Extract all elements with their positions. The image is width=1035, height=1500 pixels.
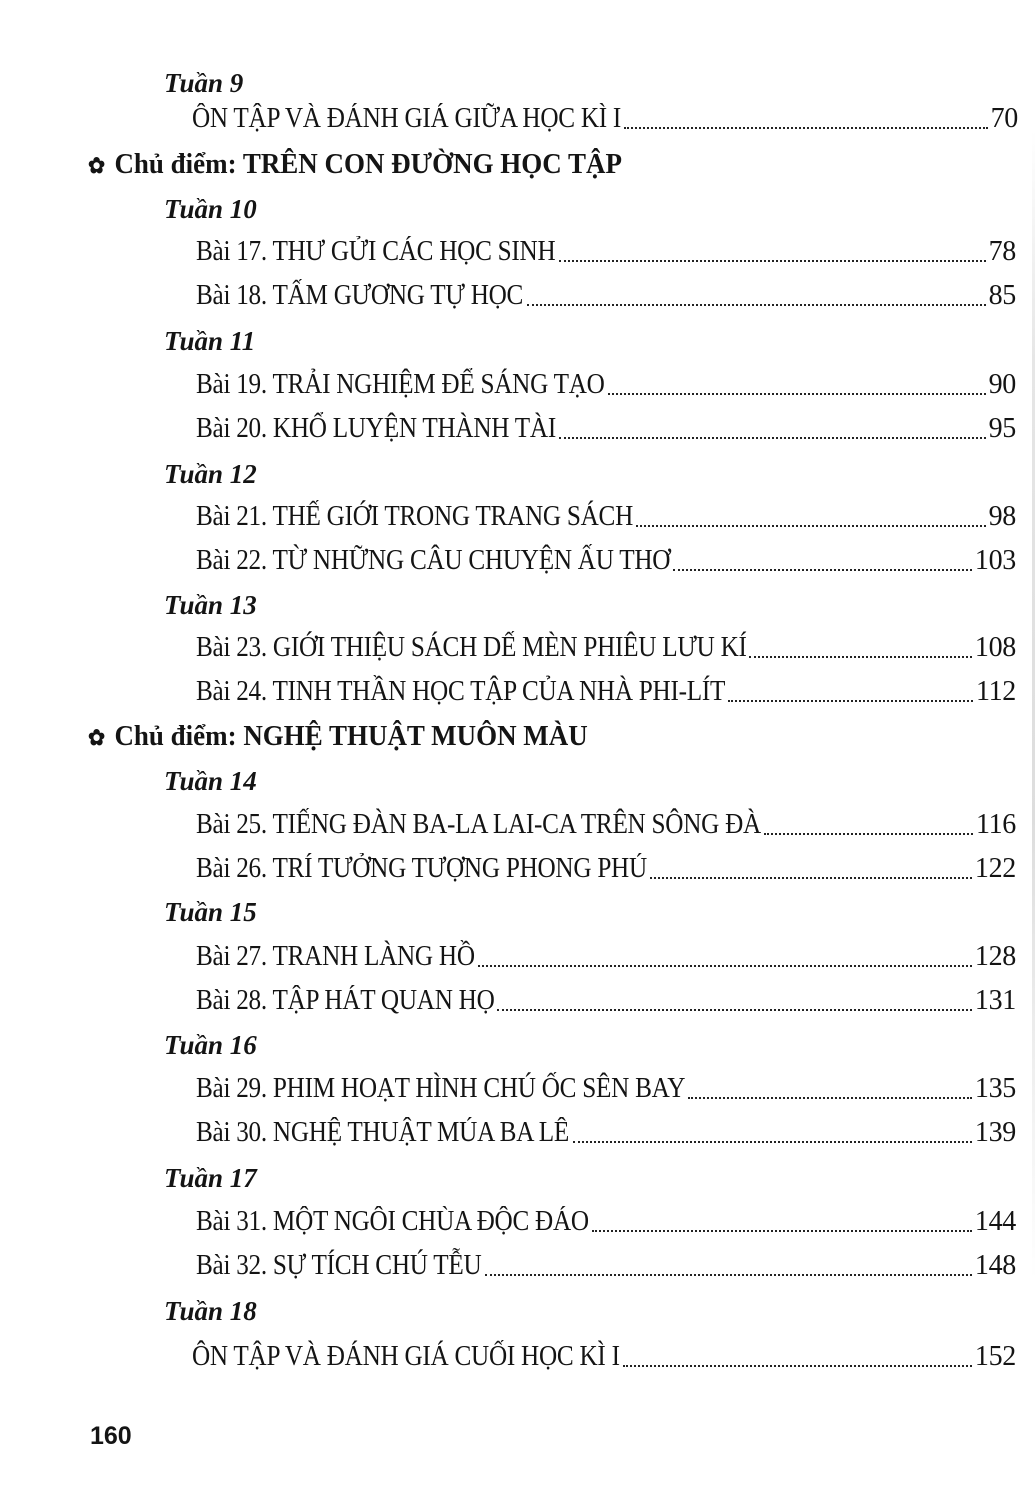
entry-page: 103 [974,545,1016,576]
dot-leader [573,1141,972,1143]
entry-page: 128 [974,941,1016,972]
entry-page: 148 [974,1250,1016,1281]
toc-entry[interactable] [196,676,1016,708]
dot-leader [497,1009,972,1011]
entry-page: 95 [988,413,1016,444]
entry-page: 131 [974,985,1016,1016]
toc-entry[interactable] [196,1073,1016,1105]
entry-title: Bài 24. TINH THẦN HỌC TẬP CỦA NHÀ PHI-LÍT [196,676,726,707]
dot-leader [688,1097,972,1099]
entry-page: 98 [988,501,1016,532]
week-heading: Tuần 15 [164,897,257,927]
entry-title: Bài 20. KHỔ LUYỆN THÀNH TÀI [196,413,556,444]
entry-title: Bài 29. PHIM HOẠT HÌNH CHÚ ỐC SÊN BAY [196,1073,686,1104]
flower-icon: ✿ [88,153,106,178]
entry-title: Bài 21. THẾ GIỚI TRONG TRANG SÁCH [196,501,634,532]
entry-title: Bài 23. GIỚI THIỆU SÁCH DẾ MÈN PHIÊU LƯU KÍ [196,632,747,663]
dot-leader [608,393,986,395]
week-heading: Tuần 17 [164,1163,257,1193]
flower-icon: ✿ [88,725,106,750]
toc-entry[interactable] [192,1341,1016,1373]
dot-leader [478,965,972,967]
topic-heading [88,148,622,181]
topic-heading [88,720,588,753]
entry-page: 135 [974,1073,1016,1104]
entry-title: Bài 17. THƯ GỬI CÁC HỌC SINH [196,236,556,267]
entry-title: Bài 26. TRÍ TƯỞNG TƯỢNG PHONG PHÚ [196,853,647,884]
toc-entry[interactable] [196,853,1016,885]
toc-entry[interactable] [196,985,1016,1017]
entry-title: Bài 27. TRANH LÀNG HỒ [196,941,475,972]
entry-title: Bài 30. NGHỆ THUẬT MÚA BA LÊ [196,1117,570,1148]
toc-entry[interactable] [196,413,1016,445]
week-heading: Tuần 16 [164,1030,257,1060]
entry-page: 78 [988,236,1016,267]
dot-leader [592,1230,972,1232]
week-heading: Tuần 14 [164,766,257,796]
toc-entry[interactable] [196,236,1016,268]
dot-leader [673,569,972,571]
entry-page: 90 [988,369,1016,400]
dot-leader [728,700,973,702]
entry-title: Bài 19. TRẢI NGHIỆM ĐỂ SÁNG TẠO [196,369,605,400]
entry-title: Bài 32. SỰ TÍCH CHÚ TỄU [196,1250,482,1281]
topic-label: Chủ điểm: TRÊN CON ĐƯỜNG HỌC TẬP [114,148,622,180]
dot-leader [764,833,973,835]
toc-entry[interactable] [196,280,1016,312]
page-number: 160 [90,1422,132,1450]
dot-leader [485,1274,972,1276]
entry-title: ÔN TẬP VÀ ĐÁNH GIÁ GIỮA HỌC KÌ I [192,103,622,134]
toc-entry[interactable] [196,1117,1016,1149]
toc-entry[interactable] [196,545,1016,577]
week-heading: Tuần 9 [164,68,244,98]
toc-entry[interactable] [196,632,1016,664]
week-heading: Tuần 10 [164,194,257,224]
entry-title: Bài 25. TIẾNG ĐÀN BA-LA LAI-CA TRÊN SÔNG ĐÀ [196,809,761,840]
toc-entry[interactable] [196,501,1016,533]
week-heading: Tuần 13 [164,590,257,620]
week-heading: Tuần 18 [164,1296,257,1326]
week-heading: Tuần 11 [164,326,256,356]
dot-leader [749,656,971,658]
entry-title: Bài 31. MỘT NGÔI CHÙA ĐỘC ĐÁO [196,1206,589,1237]
toc-entry[interactable] [196,809,1016,841]
topic-label: Chủ điểm: NGHỆ THUẬT MUÔN MÀU [114,720,588,752]
toc-entry[interactable] [196,369,1016,401]
dot-leader [559,260,986,262]
entry-page: 112 [975,676,1016,707]
entry-title: Bài 28. TẬP HÁT QUAN HỌ [196,985,495,1016]
entry-title: Bài 18. TẤM GƯƠNG TỰ HỌC [196,280,524,311]
dot-leader [623,1365,972,1367]
entry-page: 122 [974,853,1016,884]
entry-page: 139 [974,1117,1016,1148]
toc-entry[interactable] [196,1250,1016,1282]
toc-entry[interactable] [192,103,1018,135]
dot-leader [636,525,986,527]
entry-page: 144 [974,1206,1016,1237]
entry-title: ÔN TẬP VÀ ĐÁNH GIÁ CUỐI HỌC KÌ I [192,1341,620,1372]
entry-page: 108 [974,632,1016,663]
entry-page: 152 [974,1341,1016,1372]
week-heading: Tuần 12 [164,459,257,489]
entry-page: 116 [975,809,1016,840]
dot-leader [559,437,986,439]
entry-page: 70 [990,103,1018,134]
dot-leader [650,877,972,879]
toc-entry[interactable] [196,1206,1016,1238]
dot-leader [624,127,988,129]
entry-title: Bài 22. TỪ NHỮNG CÂU CHUYỆN ẤU THƠ [196,545,671,576]
entry-page: 85 [988,280,1016,311]
toc-entry[interactable] [196,941,1016,973]
dot-leader [527,304,986,306]
